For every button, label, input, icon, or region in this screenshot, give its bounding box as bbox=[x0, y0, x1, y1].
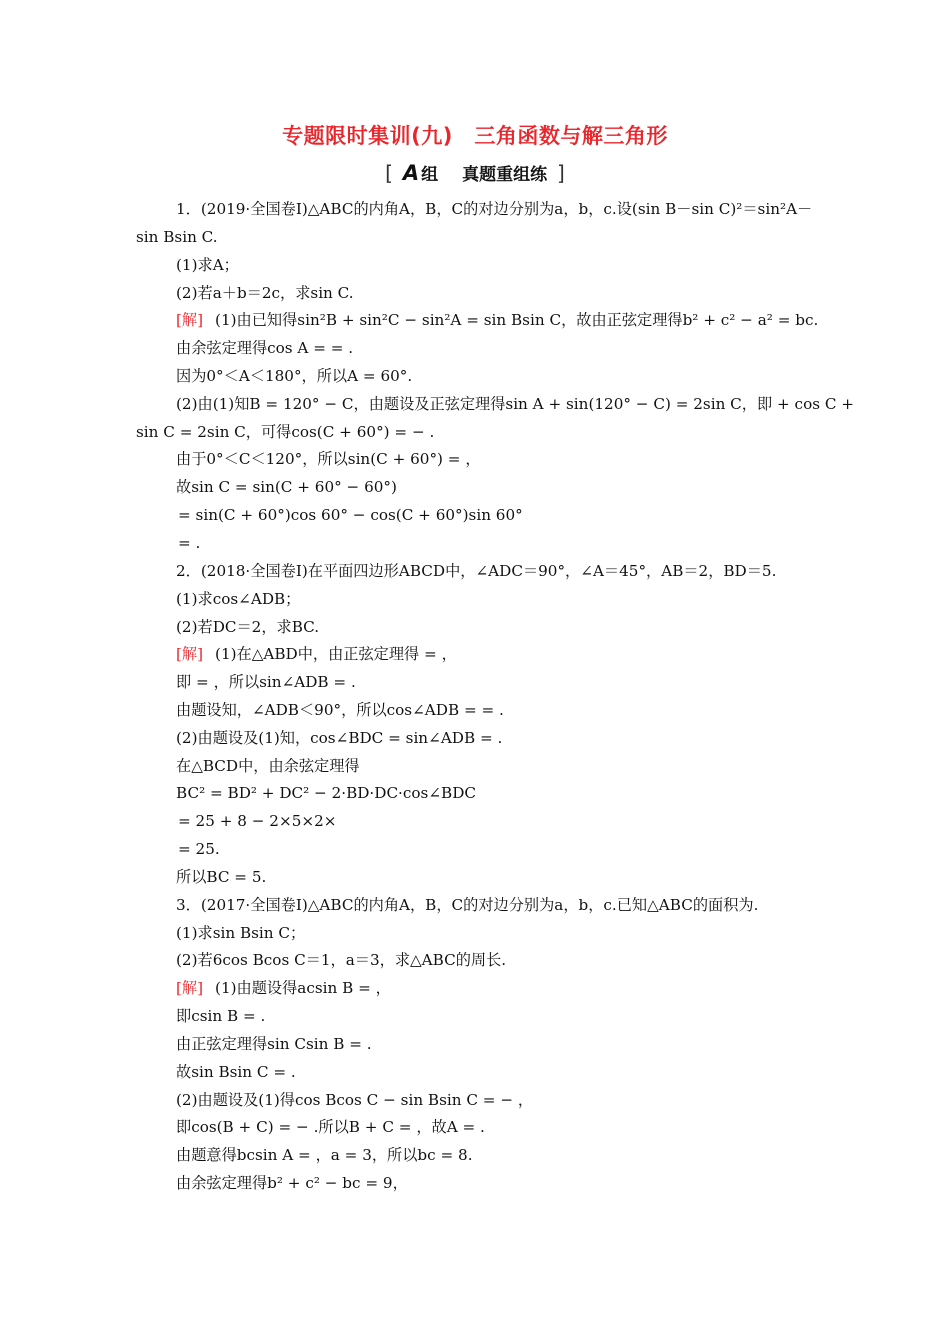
line-text: (1)求sin Bsin C； bbox=[176, 924, 306, 942]
text-line bbox=[176, 561, 776, 581]
left-bracket: [ bbox=[385, 161, 393, 185]
text-line bbox=[178, 811, 336, 831]
page-title: 专题限时集训(九) 三角函数与解三角形 bbox=[282, 124, 668, 148]
group-subtitle: 真题重组练 bbox=[462, 165, 548, 185]
text-line bbox=[176, 756, 360, 776]
text-line bbox=[176, 895, 758, 915]
line-text: 所以BC = 5. bbox=[176, 868, 267, 886]
line-text: 2．(2018·全国卷Ⅰ)在平面四边形ABCD中，∠ADC＝90°，∠A＝45°，AB＝2，BD＝5. bbox=[176, 562, 777, 580]
text-line bbox=[176, 783, 476, 803]
line-text: = sin(C + 60°)cos 60° − cos(C + 60°)sin 60° bbox=[178, 506, 523, 524]
line-text: 由余弦定理得b² + c² − bc = 9， bbox=[176, 1174, 408, 1192]
text-line bbox=[176, 449, 481, 469]
line-text: 即csin B = . bbox=[176, 1007, 266, 1025]
text-line bbox=[176, 672, 356, 692]
text-line bbox=[176, 1145, 473, 1165]
line-text: 由于0°＜C＜120°，所以sin(C + 60°) = ， bbox=[176, 450, 481, 468]
text-line bbox=[178, 839, 220, 859]
text-line bbox=[176, 394, 854, 414]
line-text: 因为0°＜A＜180°，所以A = 60°. bbox=[176, 367, 413, 385]
line-text: (1)在△ABD中，由正弦定理得 = ， bbox=[215, 645, 457, 663]
solution-tag: [解] bbox=[176, 645, 204, 663]
line-text: (2)由题设及(1)知，cos∠BDC = sin∠ADB = . bbox=[176, 729, 503, 747]
solution-tag: [解] bbox=[176, 979, 204, 997]
text-line bbox=[176, 978, 391, 998]
group-label: 组 bbox=[421, 165, 439, 185]
text-line bbox=[176, 589, 300, 609]
line-text: (2)由题设及(1)得cos Bcos C − sin Bsin C = − ， bbox=[176, 1091, 534, 1109]
solution-tag: [解] bbox=[176, 311, 204, 329]
text-line bbox=[178, 533, 200, 553]
line-text: 由题设知，∠ADB＜90°，所以cos∠ADB = = . bbox=[176, 701, 504, 719]
text-line bbox=[176, 644, 457, 664]
line-text: (1)由已知得sin²B + sin²C − sin²A = sin Bsin C，故由正弦定理得b² + c² − a² = bc. bbox=[215, 311, 819, 329]
text-line bbox=[176, 1117, 485, 1137]
text-line bbox=[176, 199, 812, 219]
line-text: 故sin C = sin(C + 60° − 60°) bbox=[176, 478, 397, 496]
line-text: 由正弦定理得sin Csin B = . bbox=[176, 1035, 372, 1053]
line-text: 由题意得bcsin A = ，a = 3，所以bc = 8. bbox=[176, 1146, 473, 1164]
text-line bbox=[176, 1006, 265, 1026]
text-line bbox=[176, 867, 266, 887]
line-text: sin C = 2sin C，可得cos(C + 60°) = − . bbox=[136, 423, 435, 441]
text-line bbox=[176, 1090, 533, 1110]
line-text: 即 = ，所以sin∠ADB = . bbox=[176, 673, 356, 691]
text-line bbox=[178, 505, 523, 525]
line-text: (1)求A； bbox=[176, 256, 239, 274]
line-text: (2)若DC＝2，求BC. bbox=[176, 618, 320, 636]
text-line bbox=[176, 1173, 408, 1193]
line-text: BC² = BD² + DC² − 2·BD·DC·cos∠BDC bbox=[176, 784, 477, 802]
line-text: sin Bsin C. bbox=[136, 228, 218, 246]
line-text: (1)由题设得acsin B = ， bbox=[215, 979, 391, 997]
line-text: 由余弦定理得cos A = = . bbox=[176, 339, 354, 357]
line-text: 在△BCD中，由余弦定理得 bbox=[176, 757, 360, 775]
line-text: 3．(2017·全国卷Ⅰ)△ABC的内角A，B，C的对边分别为a，b，c.已知△ABC的面积为. bbox=[176, 896, 759, 914]
line-text: (2)若a＋b＝2c，求sin C. bbox=[176, 284, 354, 302]
line-text: (2)若6cos Bcos C＝1，a＝3，求△ABC的周长. bbox=[176, 951, 507, 969]
text-line bbox=[136, 422, 434, 442]
text-line bbox=[176, 1034, 372, 1054]
text-line bbox=[176, 728, 502, 748]
line-text: = 25. bbox=[178, 840, 220, 858]
text-line bbox=[176, 283, 354, 303]
text-line bbox=[176, 700, 504, 720]
line-text: 即cos(B + C) = − .所以B + C = ，故A = . bbox=[176, 1118, 485, 1136]
right-bracket: ] bbox=[557, 161, 565, 185]
line-text: 故sin Bsin C = . bbox=[176, 1063, 296, 1081]
text-line bbox=[176, 617, 319, 637]
text-line bbox=[176, 477, 397, 497]
text-line bbox=[176, 338, 353, 358]
text-line bbox=[176, 310, 818, 330]
text-line bbox=[176, 1062, 296, 1082]
text-line bbox=[136, 227, 218, 247]
text-line bbox=[176, 923, 305, 943]
line-text: (1)求cos∠ADB； bbox=[176, 590, 301, 608]
text-line bbox=[176, 366, 412, 386]
text-line bbox=[176, 255, 239, 275]
line-text: (2)由(1)知B = 120° − C，由题设及正弦定理得sin A + sin(120° − C) = 2sin C，即 + cos C + bbox=[176, 395, 855, 413]
line-text: = . bbox=[178, 534, 201, 552]
line-text: 1．(2019·全国卷Ⅰ)△ABC的内角A，B，C的对边分别为a，b，c.设(sin B－sin C)²＝sin²A－ bbox=[176, 200, 813, 218]
text-line bbox=[176, 950, 506, 970]
line-text: = 25 + 8 − 2×5×2× bbox=[178, 812, 337, 830]
group-letter: A bbox=[402, 161, 420, 185]
